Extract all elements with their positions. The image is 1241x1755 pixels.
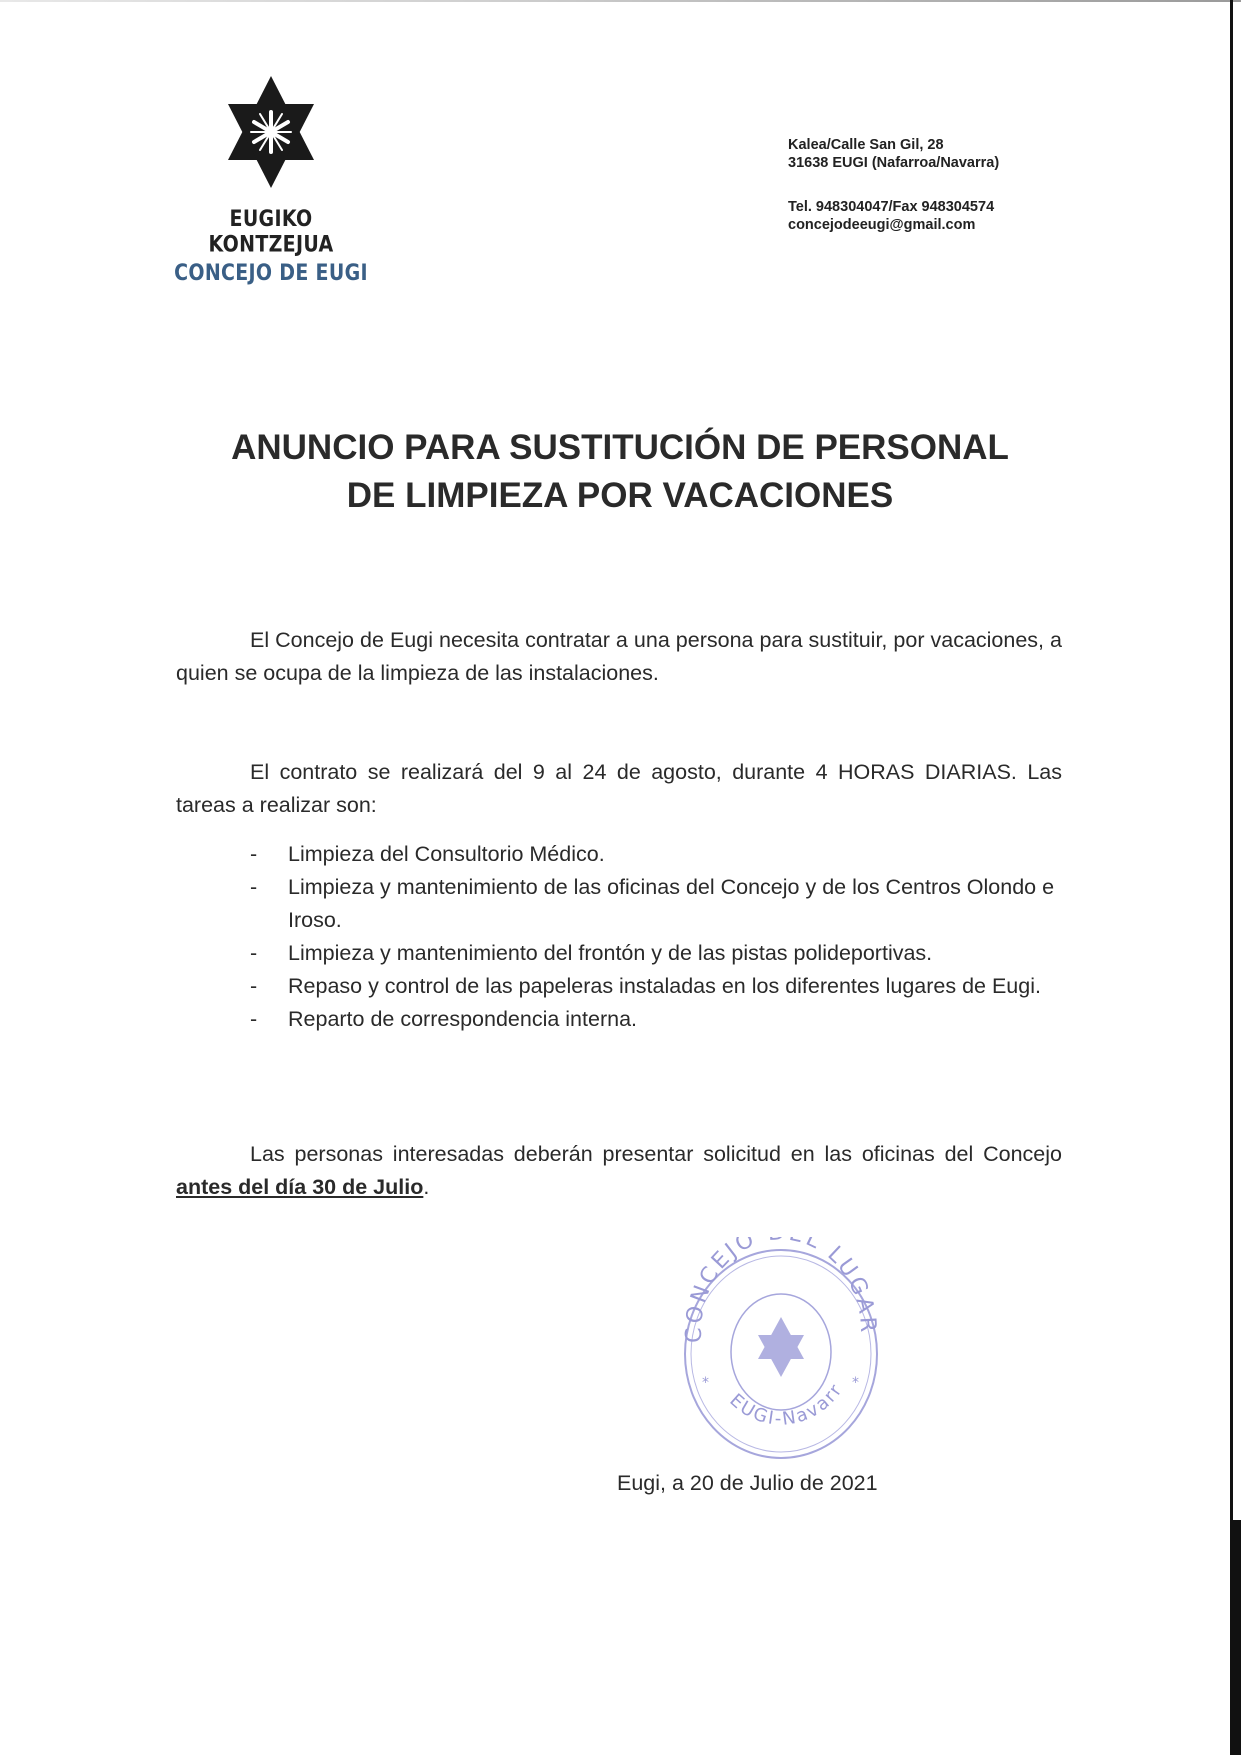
task-item: - Limpieza y mantenimiento del frontón y de las pistas polideportivas. xyxy=(250,937,1062,970)
svg-text:*: * xyxy=(852,1375,859,1391)
scan-edge-right-shadow xyxy=(1233,1520,1241,1755)
paragraph-intro-text: El Concejo de Eugi necesita contratar a una persona para sustituir, por vacaciones, a quien se ocupa de la limpieza de las instalaciones. xyxy=(176,628,1062,685)
document-title xyxy=(120,424,1120,520)
place-date: Eugi, a 20 de Julio de 2021 xyxy=(617,1471,878,1495)
task-list xyxy=(250,838,1062,1036)
paragraph-application-end: . xyxy=(423,1175,430,1199)
paragraph-intro xyxy=(176,624,1062,690)
phone-fax: Tel. 948304047/Fax 948304574 xyxy=(788,199,995,215)
task-item: - Reparto de correspondencia interna. xyxy=(250,1003,1062,1036)
paragraph-contract xyxy=(176,756,1062,822)
task-item: - Repaso y control de las papeleras instaladas en los diferentes lugares de Eugi. xyxy=(250,970,1062,1003)
svg-text:CONCEJO DEL LUGAR DE: CONCEJO L LUGAR xyxy=(681,1237,881,1344)
header-logo xyxy=(166,72,376,284)
official-stamp-icon xyxy=(676,1237,886,1467)
official-stamp xyxy=(676,1237,886,1467)
star-logo-icon xyxy=(216,72,326,192)
title-line-1: ANUNCIO PARA SUSTITUCIÓN DE PERSONAL xyxy=(231,428,1009,467)
scan-edge-right xyxy=(1230,0,1233,1755)
title-line-2: DE LIMPIEZA POR VACACIONES xyxy=(346,476,894,515)
paragraph-application-text: Las personas interesadas deberán presentar solicitud en las oficinas del Concejo xyxy=(250,1142,1062,1166)
scan-edge-top xyxy=(0,0,1241,2)
paragraph-application xyxy=(176,1138,1062,1204)
address-line-2: 31638 EUGI (Nafarroa/Navarra) xyxy=(788,155,1000,171)
org-name-basque: EUGIKO KONTZEJUA xyxy=(208,206,334,258)
paragraph-contract-text: El contrato se realizará del 9 al 24 de agosto, durante 4 HORAS DIARIAS. Las tareas a realizar son: xyxy=(176,760,1062,817)
address-line-1: Kalea/Calle San Gil, 28 xyxy=(788,137,944,153)
deadline-text: antes del día 30 de Julio xyxy=(176,1175,424,1199)
org-name-spanish: CONCEJO DE EUGI xyxy=(174,260,368,286)
task-item: - Limpieza y mantenimiento de las oficinas del Concejo y de los Centros Olondo e Iroso. xyxy=(250,871,1062,937)
svg-text:*: * xyxy=(702,1375,709,1391)
contact-block xyxy=(788,136,999,234)
task-item: - Limpieza del Consultorio Médico. xyxy=(250,838,1062,871)
svg-text:EUGI-Navarra: EUGI-Navarr xyxy=(725,1379,848,1430)
email-address: concejodeeugi@gmail.com xyxy=(788,217,976,233)
